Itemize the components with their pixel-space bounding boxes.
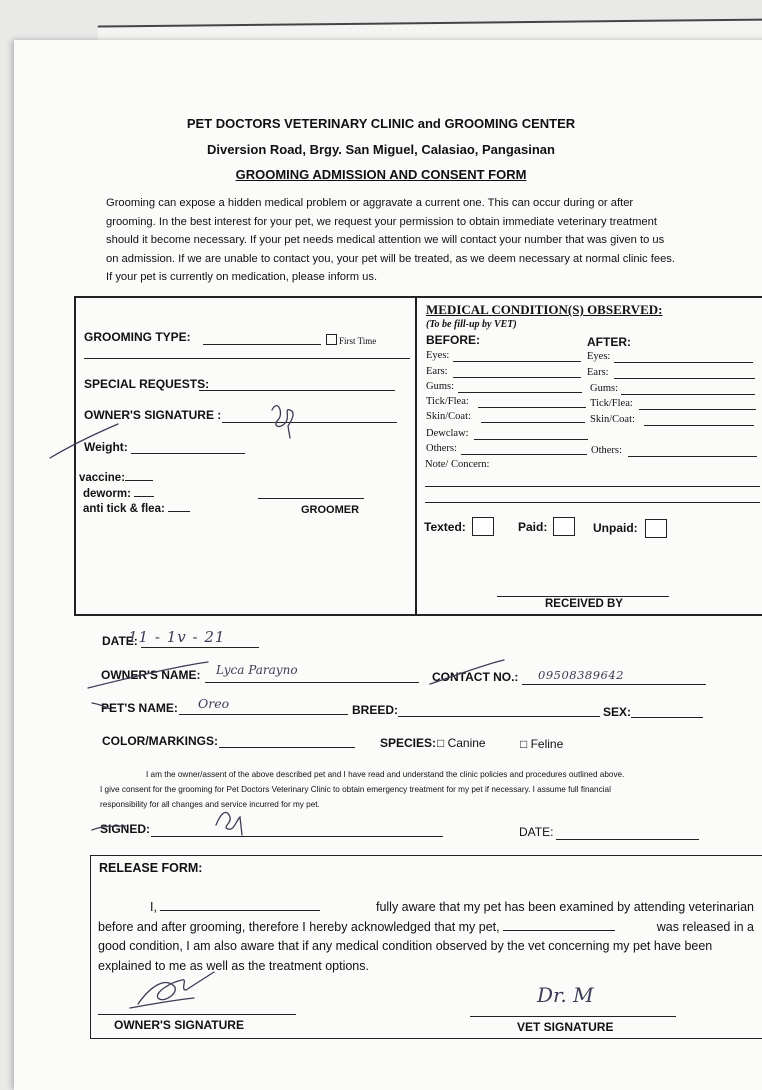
medical-subtitle: (To be fill-up by VET): [426, 319, 517, 330]
paid-label: Paid:: [518, 520, 548, 534]
contact-value: 09508389642: [538, 668, 624, 682]
intro-line: If your pet is currently on medication, please inform us.: [106, 271, 378, 284]
release-line-2: [98, 918, 754, 938]
deworm-label: deworm:: [83, 488, 154, 500]
release-owner-signature-field[interactable]: [98, 1014, 296, 1015]
after-ears-field[interactable]: [614, 378, 755, 379]
groomer-signature-field[interactable]: [258, 498, 364, 499]
before-others-field[interactable]: [461, 454, 587, 455]
grooming-type-label: GROOMING TYPE:: [84, 330, 191, 344]
date-field[interactable]: [141, 647, 259, 648]
after-label: AFTER:: [587, 335, 631, 349]
before-dewclaw: Dewclaw:: [426, 428, 469, 439]
unpaid-checkbox[interactable]: [645, 519, 667, 538]
release-text: was released in a: [656, 919, 754, 934]
weight-label: Weight:: [84, 440, 128, 454]
after-skin-coat-field[interactable]: [644, 425, 754, 426]
consent-statement: [100, 767, 715, 812]
weight-field[interactable]: [131, 453, 245, 454]
owner-signature-label: OWNER'S SIGNATURE :: [84, 408, 222, 422]
species-label: SPECIES:: [380, 736, 437, 750]
release-owner-name-field[interactable]: [160, 910, 320, 911]
box-divider: [415, 296, 417, 614]
groomer-label: GROOMER: [301, 504, 360, 516]
after-eyes: Eyes:: [587, 351, 611, 362]
after-others-field[interactable]: [628, 456, 757, 457]
owner-name-field[interactable]: [205, 682, 419, 683]
signed-field[interactable]: [151, 836, 443, 837]
texted-checkbox[interactable]: [472, 517, 494, 536]
unpaid-label: Unpaid:: [593, 521, 638, 535]
owner-name-value: Lyca Parayno: [216, 663, 298, 677]
consent-line: I am the owner/assent of the above described pet and I have read and understand the clinic policies and procedures outlined above.: [146, 770, 625, 779]
color-markings-field[interactable]: [219, 747, 355, 748]
before-tick-flea-field[interactable]: [478, 407, 586, 408]
grooming-type-field[interactable]: [203, 344, 321, 345]
pet-name-value: Oreo: [198, 696, 230, 711]
sex-field[interactable]: [631, 717, 703, 718]
before-others: Others:: [426, 443, 457, 454]
owner-signature-field[interactable]: [222, 422, 397, 423]
species-feline-option[interactable]: □ Feline: [520, 737, 564, 751]
after-eyes-field[interactable]: [614, 362, 753, 363]
note-concern-label: Note/ Concern:: [425, 459, 490, 470]
texted-label: Texted:: [424, 520, 466, 534]
breed-label: BREED:: [352, 703, 399, 717]
release-line-4: explained to me as well as the treatment options.: [98, 958, 369, 973]
signed-date-field[interactable]: [556, 839, 699, 840]
before-skin-coat-field[interactable]: [481, 422, 585, 423]
vet-signature-field[interactable]: [470, 1016, 676, 1017]
paid-checkbox[interactable]: [553, 517, 575, 536]
before-label: BEFORE:: [426, 333, 480, 347]
owner-name-label: OWNER'S NAME:: [101, 668, 201, 682]
release-line-1: [98, 898, 754, 918]
intro-line: Grooming can expose a hidden medical problem or aggravate a current one. This can occur during or after: [106, 197, 634, 209]
before-ears-field[interactable]: [453, 377, 581, 378]
after-others: Others:: [591, 445, 622, 456]
before-eyes: Eyes:: [426, 350, 450, 361]
note-line-2[interactable]: [425, 502, 760, 503]
clinic-name: PET DOCTORS VETERINARY CLINIC and GROOMING CENTER: [186, 116, 576, 131]
release-pet-name-field[interactable]: [503, 930, 615, 931]
before-gums: Gums:: [426, 381, 455, 392]
vet-signature-value: Dr. M: [537, 983, 594, 1007]
before-dewclaw-field[interactable]: [474, 439, 588, 440]
after-gums-field[interactable]: [621, 394, 755, 395]
first-time-label: First Time: [339, 336, 377, 346]
special-requests-label: SPECIAL REQUESTS:: [84, 377, 210, 391]
clinic-address: Diversion Road, Brgy. San Miguel, Calasiao, Pangasinan: [207, 142, 555, 157]
vet-signature-label: VET SIGNATURE: [517, 1020, 614, 1034]
contact-field[interactable]: [522, 684, 706, 685]
after-ears: Ears:: [587, 367, 609, 378]
after-skin-coat: Skin/Coat:: [590, 414, 635, 425]
before-skin-coat: Skin/Coat:: [426, 411, 471, 422]
intro-line: on admission. If we are unable to contact you, your pet will be treated, as we deem necessary at normal clinic fees.: [106, 252, 675, 265]
pet-name-field[interactable]: [179, 714, 348, 715]
release-paragraph: [98, 898, 754, 976]
received-by-field[interactable]: [497, 596, 669, 597]
before-gums-field[interactable]: [458, 392, 582, 393]
grooming-extra-line[interactable]: [84, 358, 410, 359]
note-line-1[interactable]: [425, 486, 760, 487]
signed-label: SIGNED:: [100, 822, 151, 836]
species-canine-option[interactable]: □ Canine: [437, 736, 486, 750]
first-time-checkbox[interactable]: [326, 334, 337, 345]
before-tick-flea: Tick/Flea:: [426, 396, 469, 407]
release-text: fully aware that my pet has been examined by attending veterinarian: [375, 900, 754, 914]
intro-line: should it become necessary. If your pet needs medical attention we will contact your number that was given to us: [106, 234, 665, 247]
vaccine-label: vaccine:: [79, 472, 153, 484]
date-label: DATE:: [102, 634, 138, 648]
form-title: GROOMING ADMISSION AND CONSENT FORM: [235, 167, 527, 182]
anti-tick-label: anti tick & flea:: [83, 503, 190, 515]
pet-name-label: PET'S NAME:: [101, 701, 178, 715]
release-text: I,: [150, 900, 157, 914]
release-text: before and after grooming, therefore I hereby acknowledged that my pet,: [98, 919, 500, 934]
consent-line: I give consent for the grooming for Pet Doctors Veterinary Clinic to obtain emergency treatment for my pet if necessary. I assume full financial: [100, 785, 611, 794]
release-line-3: good condition, I am also aware that if any medical condition observed by the vet concerning my pet have been: [98, 939, 713, 953]
received-by-label: RECEIVED BY: [545, 598, 623, 610]
sex-label: SEX:: [603, 705, 632, 719]
medical-title: MEDICAL CONDITION(S) OBSERVED:: [426, 302, 663, 317]
intro-line: grooming. In the best interest for your pet, we request your permission to obtain immediate veterinary treatment: [106, 215, 657, 228]
date-value: 11 - 1v - 21: [128, 628, 226, 646]
intro-paragraph: [106, 194, 712, 287]
contact-label: CONTACT NO.:: [432, 670, 519, 684]
special-requests-field[interactable]: [199, 390, 395, 391]
before-ears: Ears:: [426, 366, 448, 377]
release-owner-signature-label: OWNER'S SIGNATURE: [114, 1018, 244, 1032]
before-eyes-field[interactable]: [453, 361, 581, 362]
first-time-option[interactable]: [326, 334, 376, 346]
consent-line: responsibility for all changes and service incurred for my pet.: [100, 800, 320, 809]
after-gums: Gums:: [590, 383, 619, 394]
breed-field[interactable]: [398, 716, 600, 717]
release-form-title: RELEASE FORM:: [99, 861, 203, 875]
after-tick-flea: Tick/Flea:: [590, 398, 633, 409]
signed-date-label: DATE:: [519, 825, 554, 839]
color-markings-label: COLOR/MARKINGS:: [102, 734, 218, 748]
after-tick-flea-field[interactable]: [639, 409, 756, 410]
